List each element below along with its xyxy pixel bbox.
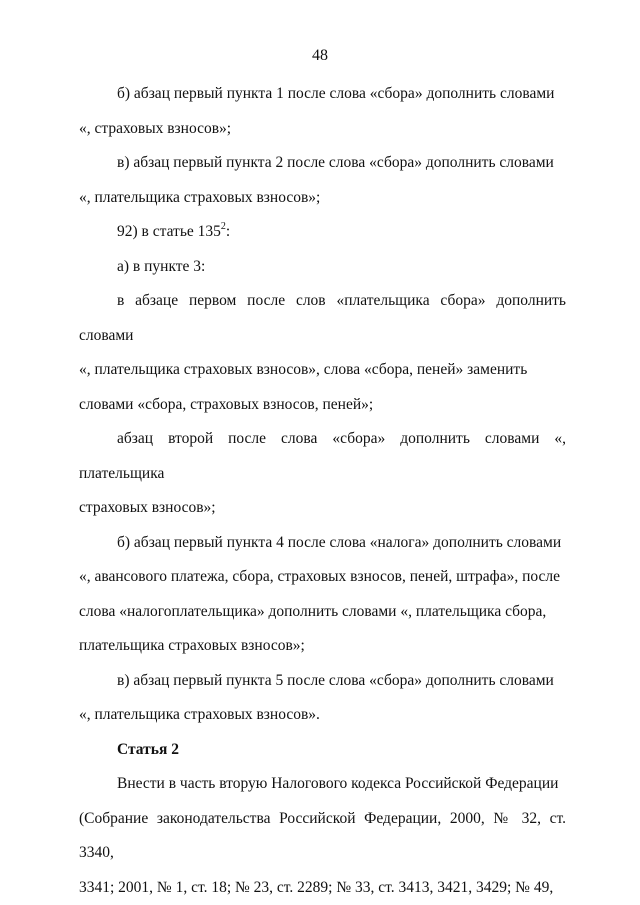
paragraph-line: «, плательщика страховых взносов». [79,706,320,723]
paragraph-line: б) абзац первый пункта 1 после слова «сбора» дополнить словами [117,85,555,102]
paragraph-line: (Собрание законодательства Российской Федерации, 2000, № 32, ст. 3340, [79,809,566,861]
document-body [79,77,566,905]
paragraph-line: «, плательщика страховых взносов», слова «сбора, пеней» заменить [79,361,528,378]
paragraph-line: 3341; 2001, № 1, ст. 18; № 23, ст. 2289; № 33, ст. 3413, 3421, 3429; № 49, [79,878,554,896]
article-ref-text: 92) в статье 135 [117,223,221,240]
paragraph-line: а) в пункте 3: [117,257,206,275]
paragraph-line: слова «налогоплательщика» дополнить словами «, плательщика сбора, [79,602,547,620]
article-heading: Статья 2 [117,740,179,758]
paragraph-line: в) абзац первый пункта 2 после слова «сбора» дополнить словами [117,154,554,171]
paragraph-line: абзац второй после слова «сбора» дополнить словами «, плательщика [79,430,566,482]
paragraph-line: «, страховых взносов»; [79,119,232,137]
paragraph-line: в абзаце первом после слов «плательщика сбора» дополнить словами [79,292,566,344]
paragraph-line: страховых взносов»; [79,499,216,516]
page-number: 48 [312,47,328,64]
paragraph-article-ref [79,215,566,250]
paragraph-line: словами «сбора, страховых взносов, пеней»; [79,395,374,413]
paragraph-line: б) абзац первый пункта 4 после слова «налога» дополнить словами [117,533,562,551]
paragraph-line: «, плательщика страховых взносов»; [79,188,321,206]
article-ref-colon: : [225,223,231,240]
paragraph-line: плательщика страховых взносов»; [79,637,305,654]
paragraph-line: «, авансового платежа, сбора, страховых взносов, пеней, штрафа», после [79,568,561,585]
paragraph-line: Внести в часть вторую Налогового кодекса Российской Федерации [117,775,559,792]
paragraph-line: в) абзац первый пункта 5 после слова «сбора» дополнить словами [117,671,554,689]
article-ref-superscript: 2 [220,220,226,232]
